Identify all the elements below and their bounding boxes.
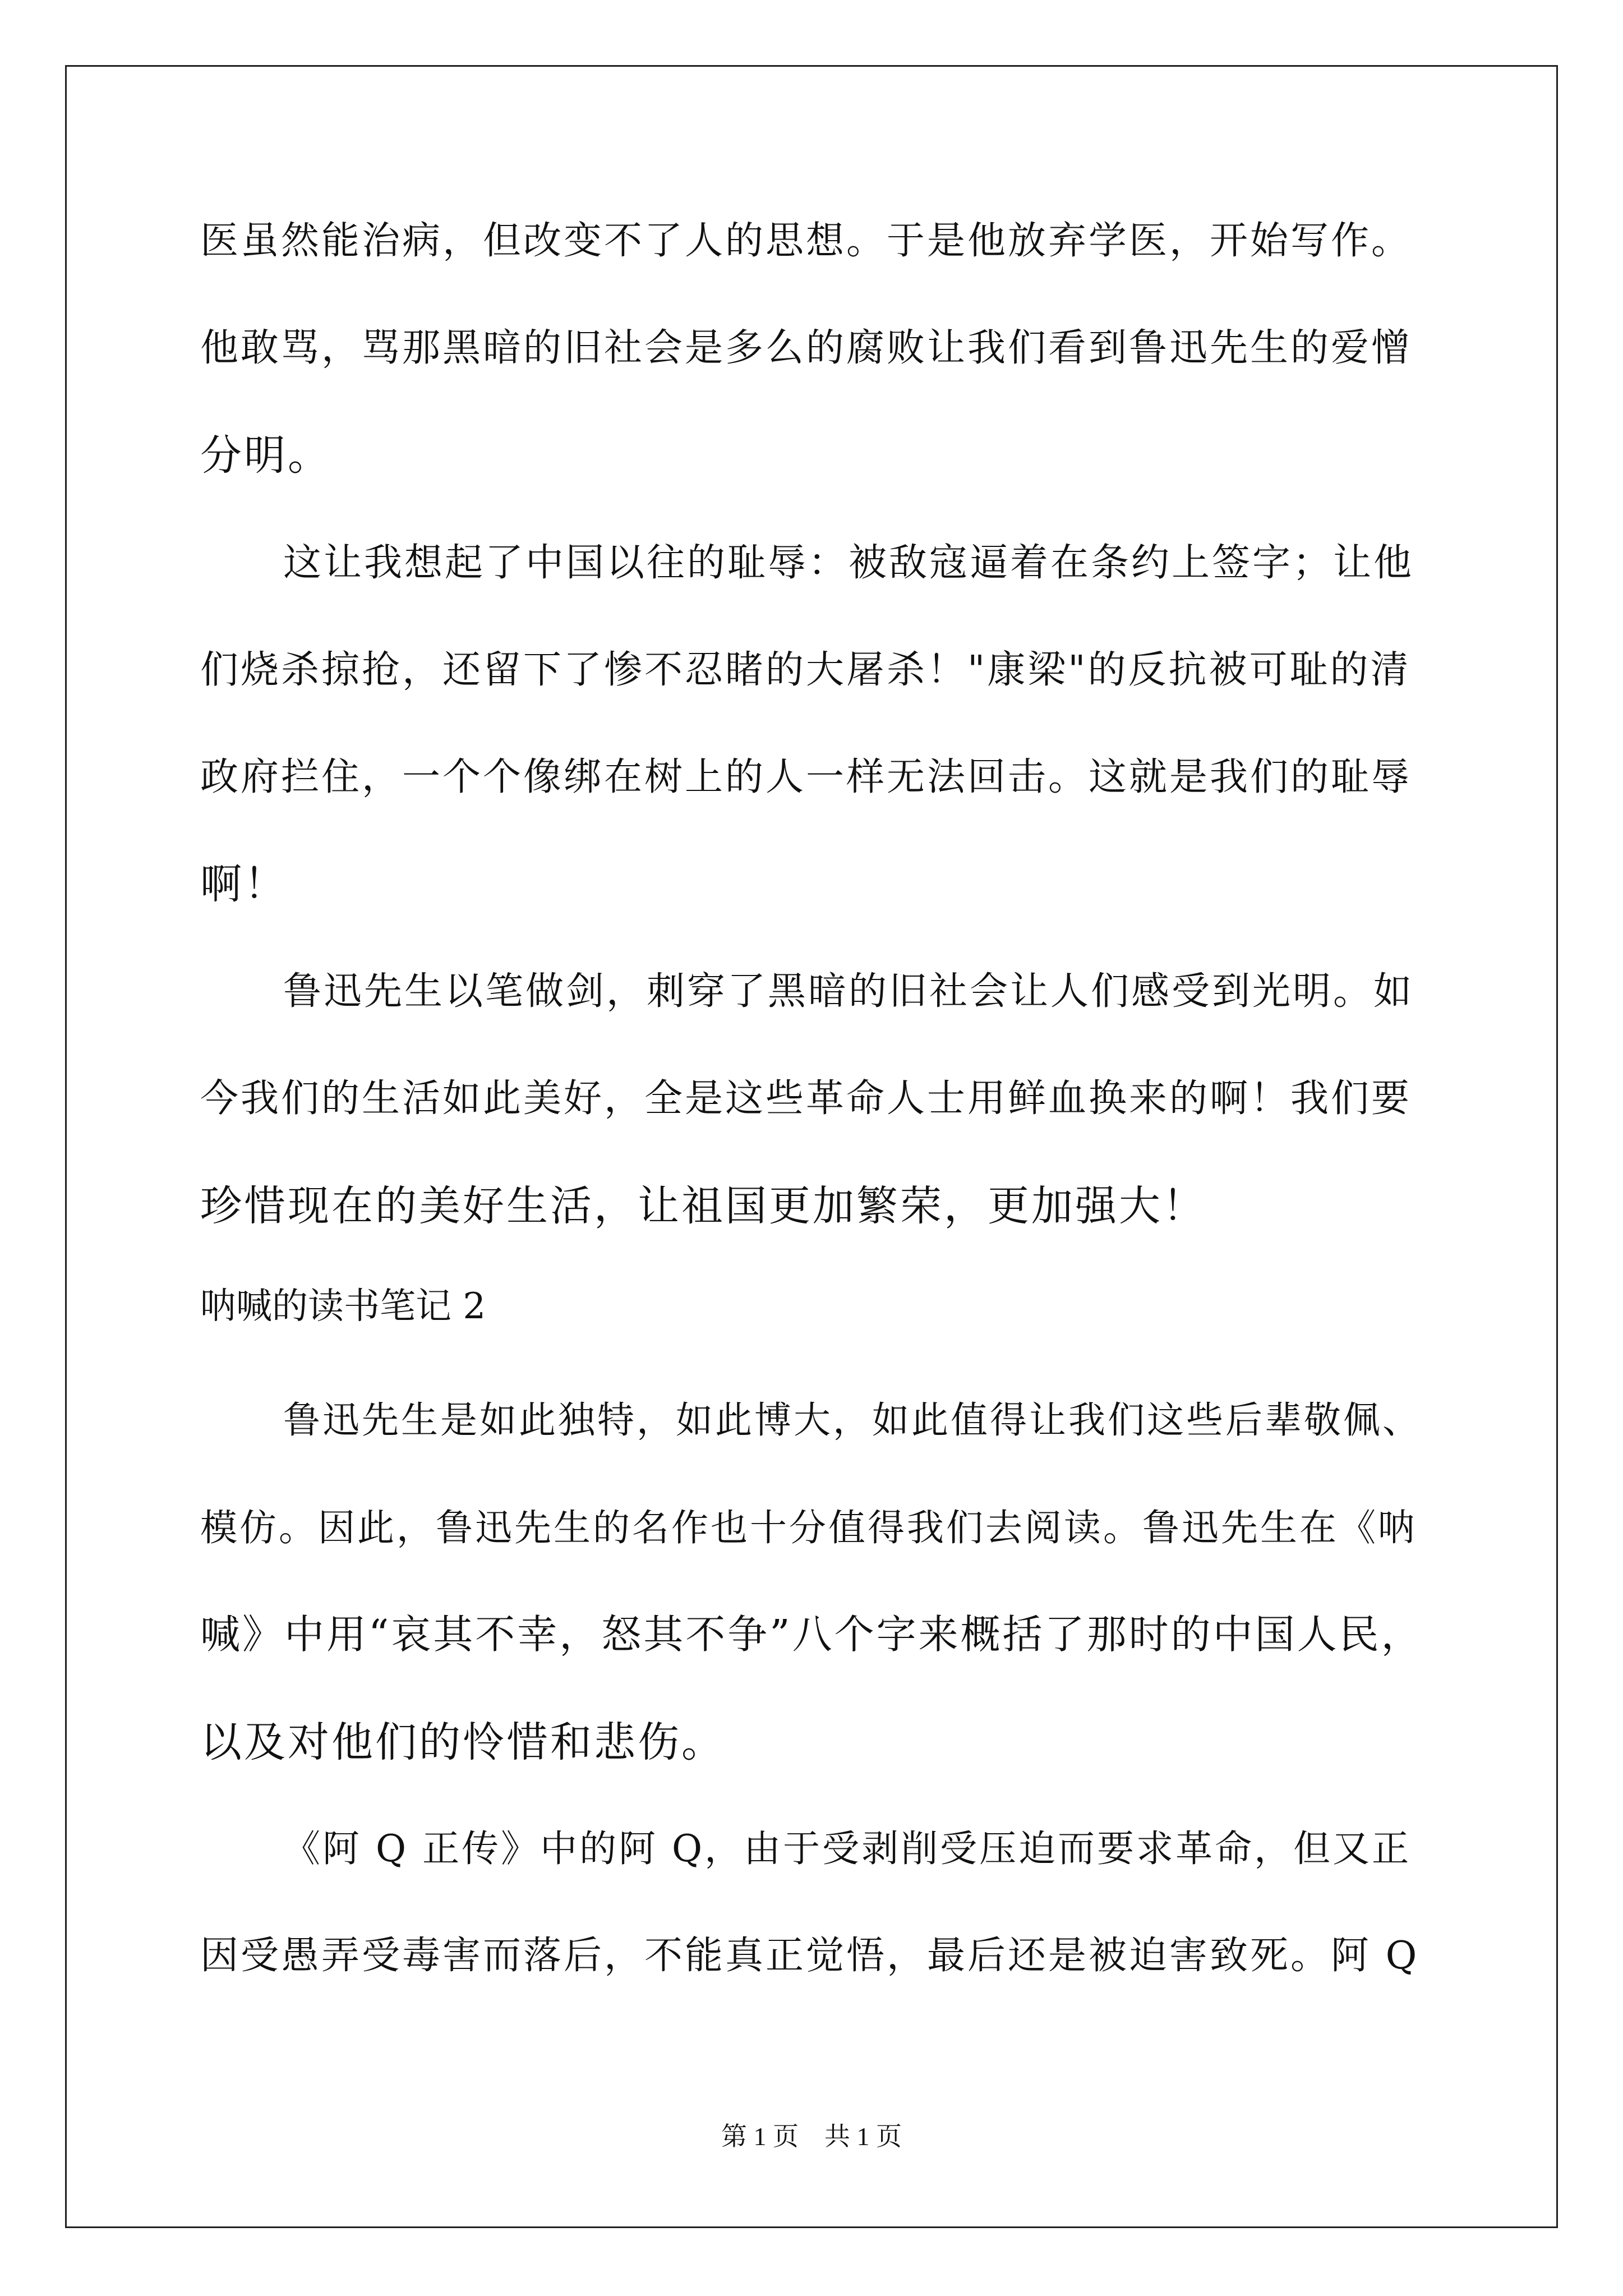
- text-line: 啊！: [200, 860, 288, 908]
- text-line: 《阿 Q 正传》中的阿 Q，由于受剥削受压迫而要求革命，但又正: [283, 1827, 1412, 1870]
- text-line: 珍惜现在的美好生活，让祖国更加繁荣，更加强大！: [200, 1182, 1206, 1230]
- text-line: 鲁迅先生是如此独特，如此博大，如此值得让我们这些后辈敬佩、: [283, 1398, 1422, 1442]
- text-line: 分明。: [200, 431, 331, 480]
- section-title: 呐喊的读书笔记 2: [200, 1286, 486, 1327]
- page-border: [65, 65, 1558, 2228]
- text-line: 他敢骂，骂那黑暗的旧社会是多么的腐败让我们看到鲁迅先生的爱憎: [200, 326, 1412, 370]
- text-line: 这让我想起了中国以往的耻辱：被敌寇逼着在条约上签字；让他: [283, 541, 1414, 585]
- text-line: 以及对他们的怜惜和悲伤。: [200, 1718, 725, 1766]
- text-line: 医虽然能治病，但改变不了人的思想。于是他放弃学医，开始写作。: [200, 219, 1412, 263]
- text-line: 政府拦住，一个个像绑在树上的人一样无法回击。这就是我们的耻辱: [200, 755, 1412, 799]
- text-line: 们烧杀掠抢，还留下了惨不忍睹的大屠杀！"康梁"的反抗被可耻的清: [200, 648, 1411, 692]
- text-line: 因受愚弄受毒害而落后，不能真正觉悟，最后还是被迫害致死。阿 Q: [200, 1934, 1419, 1978]
- text-line: 鲁迅先生以笔做剑，刺穿了黑暗的旧社会让人们感受到光明。如: [283, 969, 1414, 1014]
- text-line: 今我们的生活如此美好，全是这些革命人士用鲜血换来的啊！我们要: [200, 1076, 1412, 1121]
- text-line: 喊》中用“哀其不幸，怒其不争”八个字来概括了那时的中国人民，: [200, 1611, 1423, 1658]
- text-line: 模仿。因此，鲁迅先生的名作也十分值得我们去阅读。鲁迅先生在《呐: [200, 1506, 1417, 1549]
- page-number-footer: 第 1 页 共 1 页: [721, 2122, 902, 2151]
